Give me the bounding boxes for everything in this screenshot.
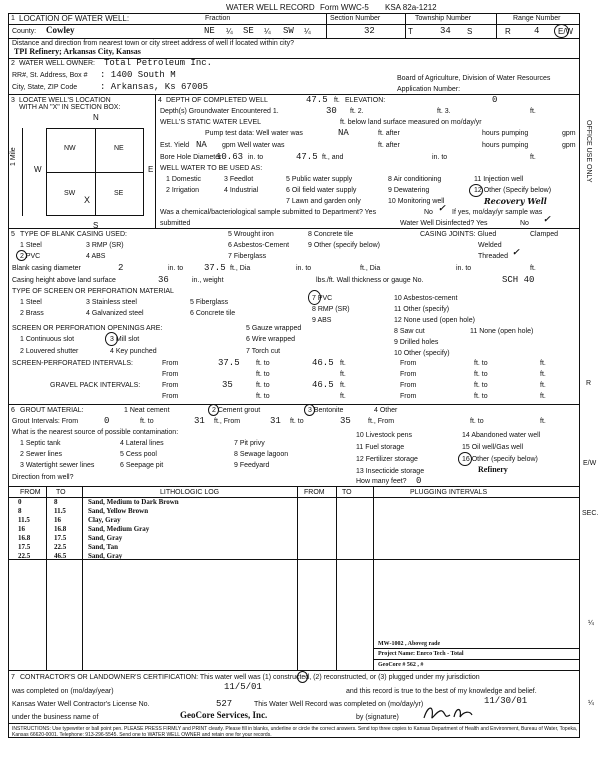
quarter-3: ¼: [304, 27, 311, 36]
casing-label: TYPE OF BLANK CASING USED:: [20, 231, 127, 238]
bore-in-to: in. to: [248, 154, 264, 161]
form-title: WATER WELL RECORD: [226, 3, 315, 12]
margin-ew: E/W: [583, 460, 597, 467]
fraction-q2[interactable]: SE: [243, 26, 254, 36]
elevation-value[interactable]: 0: [492, 95, 498, 105]
owner-value[interactable]: Total Petroleum Inc.: [104, 58, 213, 68]
diameter-ft-dia: ft., Dia: [360, 265, 381, 272]
locate-label-2: WITH AN "X" IN SECTION BOX:: [19, 104, 121, 111]
address-value[interactable]: : 1400 South M: [100, 70, 176, 80]
groundwater-ft2: ft. 3.: [437, 108, 451, 115]
log-row-from: 11.5: [18, 516, 30, 524]
log-header-to-2: TO: [342, 489, 352, 496]
casing-2[interactable]: 2 PVC: [20, 253, 41, 260]
use-5[interactable]: 5 Public water supply: [286, 176, 353, 183]
compass-e: E: [148, 165, 154, 174]
joints-threaded[interactable]: Threaded: [478, 253, 508, 260]
screen-5[interactable]: 5 Fiberglass: [190, 299, 229, 306]
owner-label: WATER WELL OWNER:: [19, 60, 95, 67]
gp-from-label-2: From: [400, 382, 417, 389]
board-label: Board of Agriculture, Division of Water Resources: [397, 75, 551, 82]
signature-label: by (signature): [356, 714, 399, 721]
yield-gpm: gpm: [562, 142, 576, 149]
threaded-check: ✓: [512, 248, 520, 258]
quadrant-nw: NW: [64, 145, 76, 152]
screen-3[interactable]: 3 Stainless steel: [86, 299, 137, 306]
log-row-from: 22.5: [18, 552, 31, 560]
compass-s: S: [93, 221, 99, 230]
fraction-label: Fraction: [205, 15, 231, 22]
instructions-text: INSTRUCTIONS: Use typewriter or ball point pen. PLEASE PRESS FIRMLY and PRINT clearly. Please fill in blanks, underline or circle the correct answers. Send top three copies to Kansas Department of Health and Environment, Bureau of Water, Topeka, Kansas 66620-0001. Telephone: 913-296-5545. Send one to WATER WELL OWNER and retain one for your records.: [12, 726, 578, 738]
chem-label: Was a chemical/bacteriological sample submitted to Department? Yes: [160, 209, 377, 216]
spi-ft-2: ft.: [540, 360, 546, 367]
log-row-from: 17.5: [18, 543, 31, 551]
source-6[interactable]: 6 Seepage pit: [120, 462, 164, 469]
elevation-label: ELEVATION:: [345, 97, 386, 104]
pump-label: Pump test data: Well water was: [205, 130, 303, 137]
spi-to-label: ft. to: [256, 360, 270, 367]
diameter-rest: ft., Dia: [230, 265, 251, 272]
form-number: Form WWC-5: [320, 3, 369, 12]
use-7[interactable]: 7 Lawn and garden only: [286, 198, 361, 205]
log-row-description: Sand, Gray: [88, 552, 123, 560]
submitted-label: submitted: [160, 220, 191, 227]
spi-ft: ft.: [340, 360, 346, 367]
height-lbs: lbs./ft. Wall thickness or gauge No.: [316, 277, 424, 284]
section-5-number: 5: [11, 231, 15, 238]
gp-from-value[interactable]: 35: [222, 380, 233, 390]
gp-from-label: From: [162, 382, 179, 389]
casing-2-circle: [16, 250, 27, 261]
log-note-1: MW-1002 , Aboveg rade: [378, 641, 441, 647]
grout-to-value[interactable]: 31: [194, 416, 205, 426]
bore-ft-2: ft.: [530, 154, 536, 161]
pump-hours: hours pumping: [482, 130, 529, 137]
diameter-label: Blank casing diameter: [12, 265, 81, 272]
joints-clamped[interactable]: Clamped: [530, 231, 559, 238]
grout-2[interactable]: 2 Cement grout: [212, 407, 261, 414]
margin-r: R: [586, 380, 592, 387]
log-header-from-2: FROM: [304, 489, 325, 496]
source-9[interactable]: 9 Feedyard: [234, 462, 270, 469]
log-row-description: Sand, Gray: [88, 534, 123, 542]
spi-from-label: From: [162, 360, 179, 367]
use-12-circle: [469, 184, 483, 197]
casing-7[interactable]: 7 Fiberglass: [228, 253, 267, 260]
opening-2[interactable]: 2 Louvered shutter: [20, 348, 79, 355]
casing-1[interactable]: 1 Steel: [20, 242, 42, 249]
how-many-feet-value[interactable]: 0: [416, 476, 422, 486]
well-location-x: X: [84, 195, 91, 205]
record-label: This Water Well Record was completed on (mo/day/yr): [254, 701, 424, 708]
screen-1[interactable]: 1 Steel: [20, 299, 42, 306]
log-header-to: TO: [56, 489, 66, 496]
groundwater-ft1: ft. 2.: [350, 108, 364, 115]
section-1-number: 1: [11, 15, 15, 22]
groundwater-ft3: ft.: [530, 108, 536, 115]
grout-from-value[interactable]: 0: [104, 416, 110, 426]
opening-6[interactable]: 6 Wire wrapped: [246, 336, 296, 343]
bore-to-value[interactable]: 47.5: [296, 152, 318, 162]
diameter-ft: ft.: [530, 265, 536, 272]
section-7-number: 7: [11, 674, 15, 681]
yield-value[interactable]: NA: [196, 140, 207, 150]
city-label: City, State, ZIP Code: [12, 84, 78, 91]
source-16[interactable]: 16 Other (specify below): [462, 456, 538, 463]
contamination-label: What is the nearest source of possible contamination:: [12, 429, 179, 436]
fraction-q3[interactable]: SW: [283, 26, 294, 36]
grout-1[interactable]: 1 Neat cement: [124, 407, 170, 414]
township-s: S: [467, 27, 473, 36]
chem-no[interactable]: No: [424, 209, 433, 216]
section-3-number: 3: [11, 97, 15, 104]
static-rest: ft. below land surface measured on mo/day/yr: [340, 119, 482, 126]
depth-label: DEPTH OF COMPLETED WELL: [166, 97, 268, 104]
joints-label: CASING JOINTS: Glued: [420, 231, 497, 238]
log-row-from: 16: [18, 525, 25, 533]
section-6-number: 6: [11, 407, 15, 414]
ew-circle: [554, 24, 569, 38]
compass-w: W: [34, 165, 42, 174]
grout-ft-to-2: ft. to: [290, 418, 304, 425]
source-4[interactable]: 4 Lateral lines: [120, 440, 164, 447]
gp-to-label: ft. to: [256, 382, 270, 389]
office-use-label: OFFICE USE ONLY: [585, 120, 592, 183]
casing-8[interactable]: 8 Concrete tile: [308, 231, 354, 238]
source-8[interactable]: 8 Sewage lagoon: [234, 451, 289, 458]
grout-3[interactable]: 3 Bentonite: [308, 407, 344, 414]
ksa-number: KSA 82a-1212: [385, 3, 437, 12]
spi-to-label-3: ft. to: [256, 371, 270, 378]
range-label: Range Number: [513, 15, 561, 22]
gp-to-label-4: ft. to: [474, 393, 488, 400]
spi-to-label-2: ft. to: [474, 360, 488, 367]
grout-2-circle: [208, 404, 219, 416]
screen-8[interactable]: 8 RMP (SR): [312, 306, 350, 313]
casing-3[interactable]: 3 RMP (SR): [86, 242, 124, 249]
diameter-in-to-2: in. to: [296, 265, 312, 272]
grout-ft-end: ft.: [540, 418, 546, 425]
distance-value[interactable]: TPI Refinery; Arkansas City, Kansas: [14, 47, 141, 56]
cert-rest: and this record is true to the best of my knowledge and belief.: [346, 688, 537, 695]
spi-from-label-3: From: [162, 371, 179, 378]
gp-from-label-4: From: [400, 393, 417, 400]
county-label: County:: [12, 28, 37, 35]
fraction-q1[interactable]: NE: [204, 26, 215, 36]
township-value[interactable]: 34: [440, 26, 451, 36]
section-4-number: 4: [158, 97, 162, 104]
constructed-circle: [297, 671, 308, 683]
use-8[interactable]: 8 Air conditioning: [388, 176, 442, 183]
use-12[interactable]: 12 Other (Specify below): [474, 187, 552, 194]
quadrant-ne: NE: [114, 145, 124, 152]
direction-label: Direction from well?: [12, 474, 74, 481]
spi-from-label-2: From: [400, 360, 417, 367]
log-row-description: Sand, Yellow Brown: [88, 507, 149, 515]
quadrant-sw: SW: [64, 190, 76, 197]
log-row-description: Sand, Medium to Dark Brown: [88, 498, 179, 506]
groundwater-label: Depth(s) Groundwater Encountered 1.: [160, 108, 279, 115]
log-note-3: GeoCore # 562 , #: [378, 662, 424, 668]
height-rest: in., weight: [192, 277, 224, 284]
grout-ft-from-2: ft., From: [368, 418, 395, 425]
depth-ft: ft.: [334, 97, 340, 104]
opening-11[interactable]: 11 None (open hole): [470, 328, 534, 335]
completed-label: was completed on (mo/day/year): [12, 688, 114, 695]
disinfected-no[interactable]: No: [520, 220, 529, 227]
opening-4[interactable]: 4 Key punched: [110, 348, 157, 355]
yield-rest: gpm Well water was: [222, 142, 285, 149]
disinfected-label: Water Well Disinfected? Yes: [400, 220, 488, 227]
source-13[interactable]: 13 Insecticide storage: [356, 468, 425, 475]
screen-4[interactable]: 4 Galvanized steel: [86, 310, 144, 317]
openings-label: SCREEN OR PERFORATION OPENINGS ARE:: [12, 325, 163, 332]
opening-3-circle: [105, 332, 118, 346]
opening-9[interactable]: 9 Drilled holes: [394, 339, 439, 346]
bore-label: Bore Hole Diameter: [160, 154, 222, 161]
chem-check: ✓: [438, 204, 446, 214]
yield-label: Est. Yield: [160, 142, 190, 149]
gp-ft-3: ft.: [340, 393, 346, 400]
log-row-from: 0: [18, 498, 22, 506]
pump-value[interactable]: NA: [338, 128, 349, 138]
screen-2[interactable]: 2 Brass: [20, 310, 44, 317]
height-value[interactable]: 36: [158, 275, 169, 285]
use-10[interactable]: 10 Monitoring well: [388, 198, 445, 205]
how-many-feet-label: How many feet?: [356, 478, 407, 485]
source-2[interactable]: 2 Sewer lines: [20, 451, 63, 458]
use-2[interactable]: 2 Irrigation: [166, 187, 200, 194]
mile-label: 1 Mile: [10, 147, 17, 166]
range-value[interactable]: 4: [534, 26, 540, 36]
use-1[interactable]: 1 Domestic: [166, 176, 202, 183]
signature-mark: [420, 703, 490, 723]
gp-to-label-2: ft. to: [474, 382, 488, 389]
log-row-description: Sand, Medium Gray: [88, 525, 150, 533]
yield-after: ft. after: [378, 142, 400, 149]
depth-value[interactable]: 47.5: [306, 95, 328, 105]
log-row-to: 46.5: [54, 552, 67, 560]
bore-in-to-2: in. to: [432, 154, 448, 161]
casing-4[interactable]: 4 ABS: [86, 253, 106, 260]
pump-after: ft. after: [378, 130, 400, 137]
use-6[interactable]: 6 Oil field water supply: [286, 187, 357, 194]
business-value[interactable]: GeoCore Services, Inc.: [180, 710, 268, 720]
casing-5[interactable]: 5 Wrought iron: [228, 231, 274, 238]
opening-3[interactable]: 3 Mill slot: [110, 336, 140, 343]
grout-from-value-2[interactable]: 31: [270, 416, 281, 426]
quadrant-se: SE: [114, 190, 124, 197]
log-row-description: Sand, Tan: [88, 543, 118, 551]
location-label: LOCATION OF WATER WELL:: [19, 14, 130, 23]
margin-sec: SEC.: [582, 510, 599, 517]
joints-welded[interactable]: Welded: [478, 242, 502, 249]
log-row-from: 16.8: [18, 534, 31, 542]
log-row-from: 8: [18, 507, 22, 515]
log-note-2: Project Name: Enrco Tech - Total: [378, 651, 464, 657]
opening-7[interactable]: 7 Torch cut: [246, 348, 281, 355]
certification-text: CONTRACTOR'S OR LANDOWNER'S CERTIFICATION: This water well was (1) constructed, (2) reconstructed, or (3) plugged under my jurisdiction: [20, 674, 480, 681]
spi-ft-4: ft.: [540, 371, 546, 378]
log-row-to: 8: [54, 498, 58, 506]
diameter-in-to: in. to: [168, 265, 184, 272]
log-row-to: 22.5: [54, 543, 67, 551]
casing-6[interactable]: 6 Asbestos-Cement: [228, 242, 290, 249]
township-label: Township Number: [415, 15, 472, 22]
license-value[interactable]: 527: [216, 699, 233, 709]
grout-to-value-2[interactable]: 35: [340, 416, 351, 426]
other-source-value[interactable]: Refinery: [478, 465, 508, 474]
yield-hours: hours pumping: [482, 142, 529, 149]
log-row-description: Clay, Gray: [88, 516, 121, 524]
township-t: T: [408, 27, 413, 36]
margin-quarter-2: ¼: [588, 700, 594, 707]
section-value[interactable]: 32: [364, 26, 375, 36]
casing-9[interactable]: 9 Other (specify below): [308, 242, 380, 249]
grout-label: GROUT MATERIAL:: [20, 407, 84, 414]
diameter-to-value[interactable]: 37.5: [204, 263, 226, 273]
grout-ft-from: ft., From: [214, 418, 241, 425]
record-date-value[interactable]: 11/30/01: [484, 696, 528, 706]
county-value[interactable]: Cowley: [46, 25, 75, 35]
gp-to-value[interactable]: 46.5: [312, 380, 334, 390]
grout-3-circle: [304, 404, 315, 416]
city-value[interactable]: : Arkansas, Ks 67005: [100, 82, 209, 92]
source-11[interactable]: 11 Fuel storage: [356, 444, 405, 451]
height-label: Casing height above land surface: [12, 277, 116, 284]
grout-4[interactable]: 4 Other: [374, 407, 398, 414]
screen-10[interactable]: 10 Asbestos-cement: [394, 295, 458, 302]
gp-ft-4: ft.: [540, 393, 546, 400]
log-row-to: 16.8: [54, 525, 67, 533]
screen-7-circle: [308, 290, 321, 305]
license-label: Kansas Water Well Contractor's License No.: [12, 701, 150, 708]
opening-10[interactable]: 10 Other (specify): [394, 350, 450, 357]
source-14[interactable]: 14 Abandoned water well: [462, 432, 541, 439]
margin-quarter-1: ¼: [588, 620, 594, 627]
application-number-label: Application Number:: [397, 86, 461, 93]
range-ew[interactable]: E/W: [558, 27, 574, 36]
source-1[interactable]: 1 Septic tank: [20, 440, 61, 447]
quarter-2: ¼: [264, 27, 271, 36]
other-use-value[interactable]: Recovery Well: [484, 196, 547, 206]
log-row-to: 11.5: [54, 507, 66, 515]
distance-label: Distance and direction from nearest town or city street address of well if located within city?: [12, 40, 295, 47]
gp-label: GRAVEL PACK INTERVALS:: [50, 382, 141, 389]
diameter-in-to-3: in. to: [456, 265, 472, 272]
source-7[interactable]: 7 Pit privy: [234, 440, 265, 447]
use-11[interactable]: 11 Injection well: [474, 176, 524, 183]
spi-to-label-4: ft. to: [474, 371, 488, 378]
gp-ft: ft.: [340, 382, 346, 389]
disinfected-check: ✓: [543, 215, 551, 225]
completed-value[interactable]: 11/5/01: [224, 682, 262, 692]
screen-7[interactable]: 7 PVC: [312, 295, 333, 302]
spi-from-value[interactable]: 37.5: [218, 358, 240, 368]
use-9[interactable]: 9 Dewatering: [388, 187, 430, 194]
use-label: WELL WATER TO BE USED AS:: [160, 165, 263, 172]
range-r: R: [505, 27, 511, 36]
bore-value[interactable]: 10.63: [216, 152, 244, 162]
grout-ft-to: ft. to: [140, 418, 154, 425]
spi-from-label-4: From: [400, 371, 417, 378]
log-header-lithologic: LITHOLOGIC LOG: [160, 489, 220, 496]
source-10[interactable]: 10 Livestock pens: [356, 432, 413, 439]
gp-to-label-3: ft. to: [256, 393, 270, 400]
pump-gpm: gpm: [562, 130, 576, 137]
bore-ft-and: ft., and: [322, 154, 344, 161]
static-label: WELL'S STATIC WATER LEVEL: [160, 119, 262, 126]
source-15[interactable]: 15 Oil well/Gas well: [462, 444, 524, 451]
use-4[interactable]: 4 Industrial: [224, 187, 259, 194]
source-16-circle: [458, 452, 472, 466]
opening-5[interactable]: 5 Gauze wrapped: [246, 325, 302, 332]
log-row-to: 17.5: [54, 534, 67, 542]
address-label: RR#, St. Address, Box #: [12, 72, 88, 79]
section-2-number: 2: [11, 60, 15, 67]
gauge-value[interactable]: SCH 40: [502, 275, 535, 285]
opening-1[interactable]: 1 Continuous slot: [20, 336, 75, 343]
diameter-value[interactable]: 2: [118, 263, 124, 273]
screen-label: TYPE OF SCREEN OR PERFORATION MATERIAL: [12, 288, 174, 295]
log-header-plugging: PLUGGING INTERVALS: [410, 489, 488, 496]
locate-label-1: LOCATE WELL'S LOCATION: [19, 97, 111, 104]
spi-ft-3: ft.: [340, 371, 346, 378]
compass-n: N: [93, 113, 99, 122]
source-12[interactable]: 12 Fertilizer storage: [356, 456, 418, 463]
business-label: under the business name of: [12, 714, 99, 721]
gp-ft-2: ft.: [540, 382, 546, 389]
quarter-1: ¼: [226, 27, 233, 36]
opening-8[interactable]: 8 Saw cut: [394, 328, 425, 335]
screen-9[interactable]: 9 ABS: [312, 317, 332, 324]
section-number-label: Section Number: [330, 15, 381, 22]
screen-11[interactable]: 11 Other (specify): [394, 306, 450, 313]
spi-to-value[interactable]: 46.5: [312, 358, 334, 368]
groundwater-1[interactable]: 30: [326, 106, 337, 116]
grout-ft-to-3: ft. to: [470, 418, 484, 425]
use-3[interactable]: 3 Feedlot: [224, 176, 254, 183]
source-5[interactable]: 5 Cess pool: [120, 451, 157, 458]
screen-12[interactable]: 12 None used (open hole): [394, 317, 475, 324]
screen-6[interactable]: 6 Concrete tile: [190, 310, 236, 317]
grout-intervals-label: Grout Intervals: From: [12, 418, 79, 425]
source-3[interactable]: 3 Watertight sewer lines: [20, 462, 95, 469]
log-header-from: FROM: [20, 489, 41, 496]
chem-rest: If yes, mo/day/yr sample was: [452, 209, 543, 216]
gp-from-label-3: From: [162, 393, 179, 400]
log-row-to: 16: [54, 516, 61, 524]
spi-label: SCREEN-PERFORATED INTERVALS:: [12, 360, 133, 367]
